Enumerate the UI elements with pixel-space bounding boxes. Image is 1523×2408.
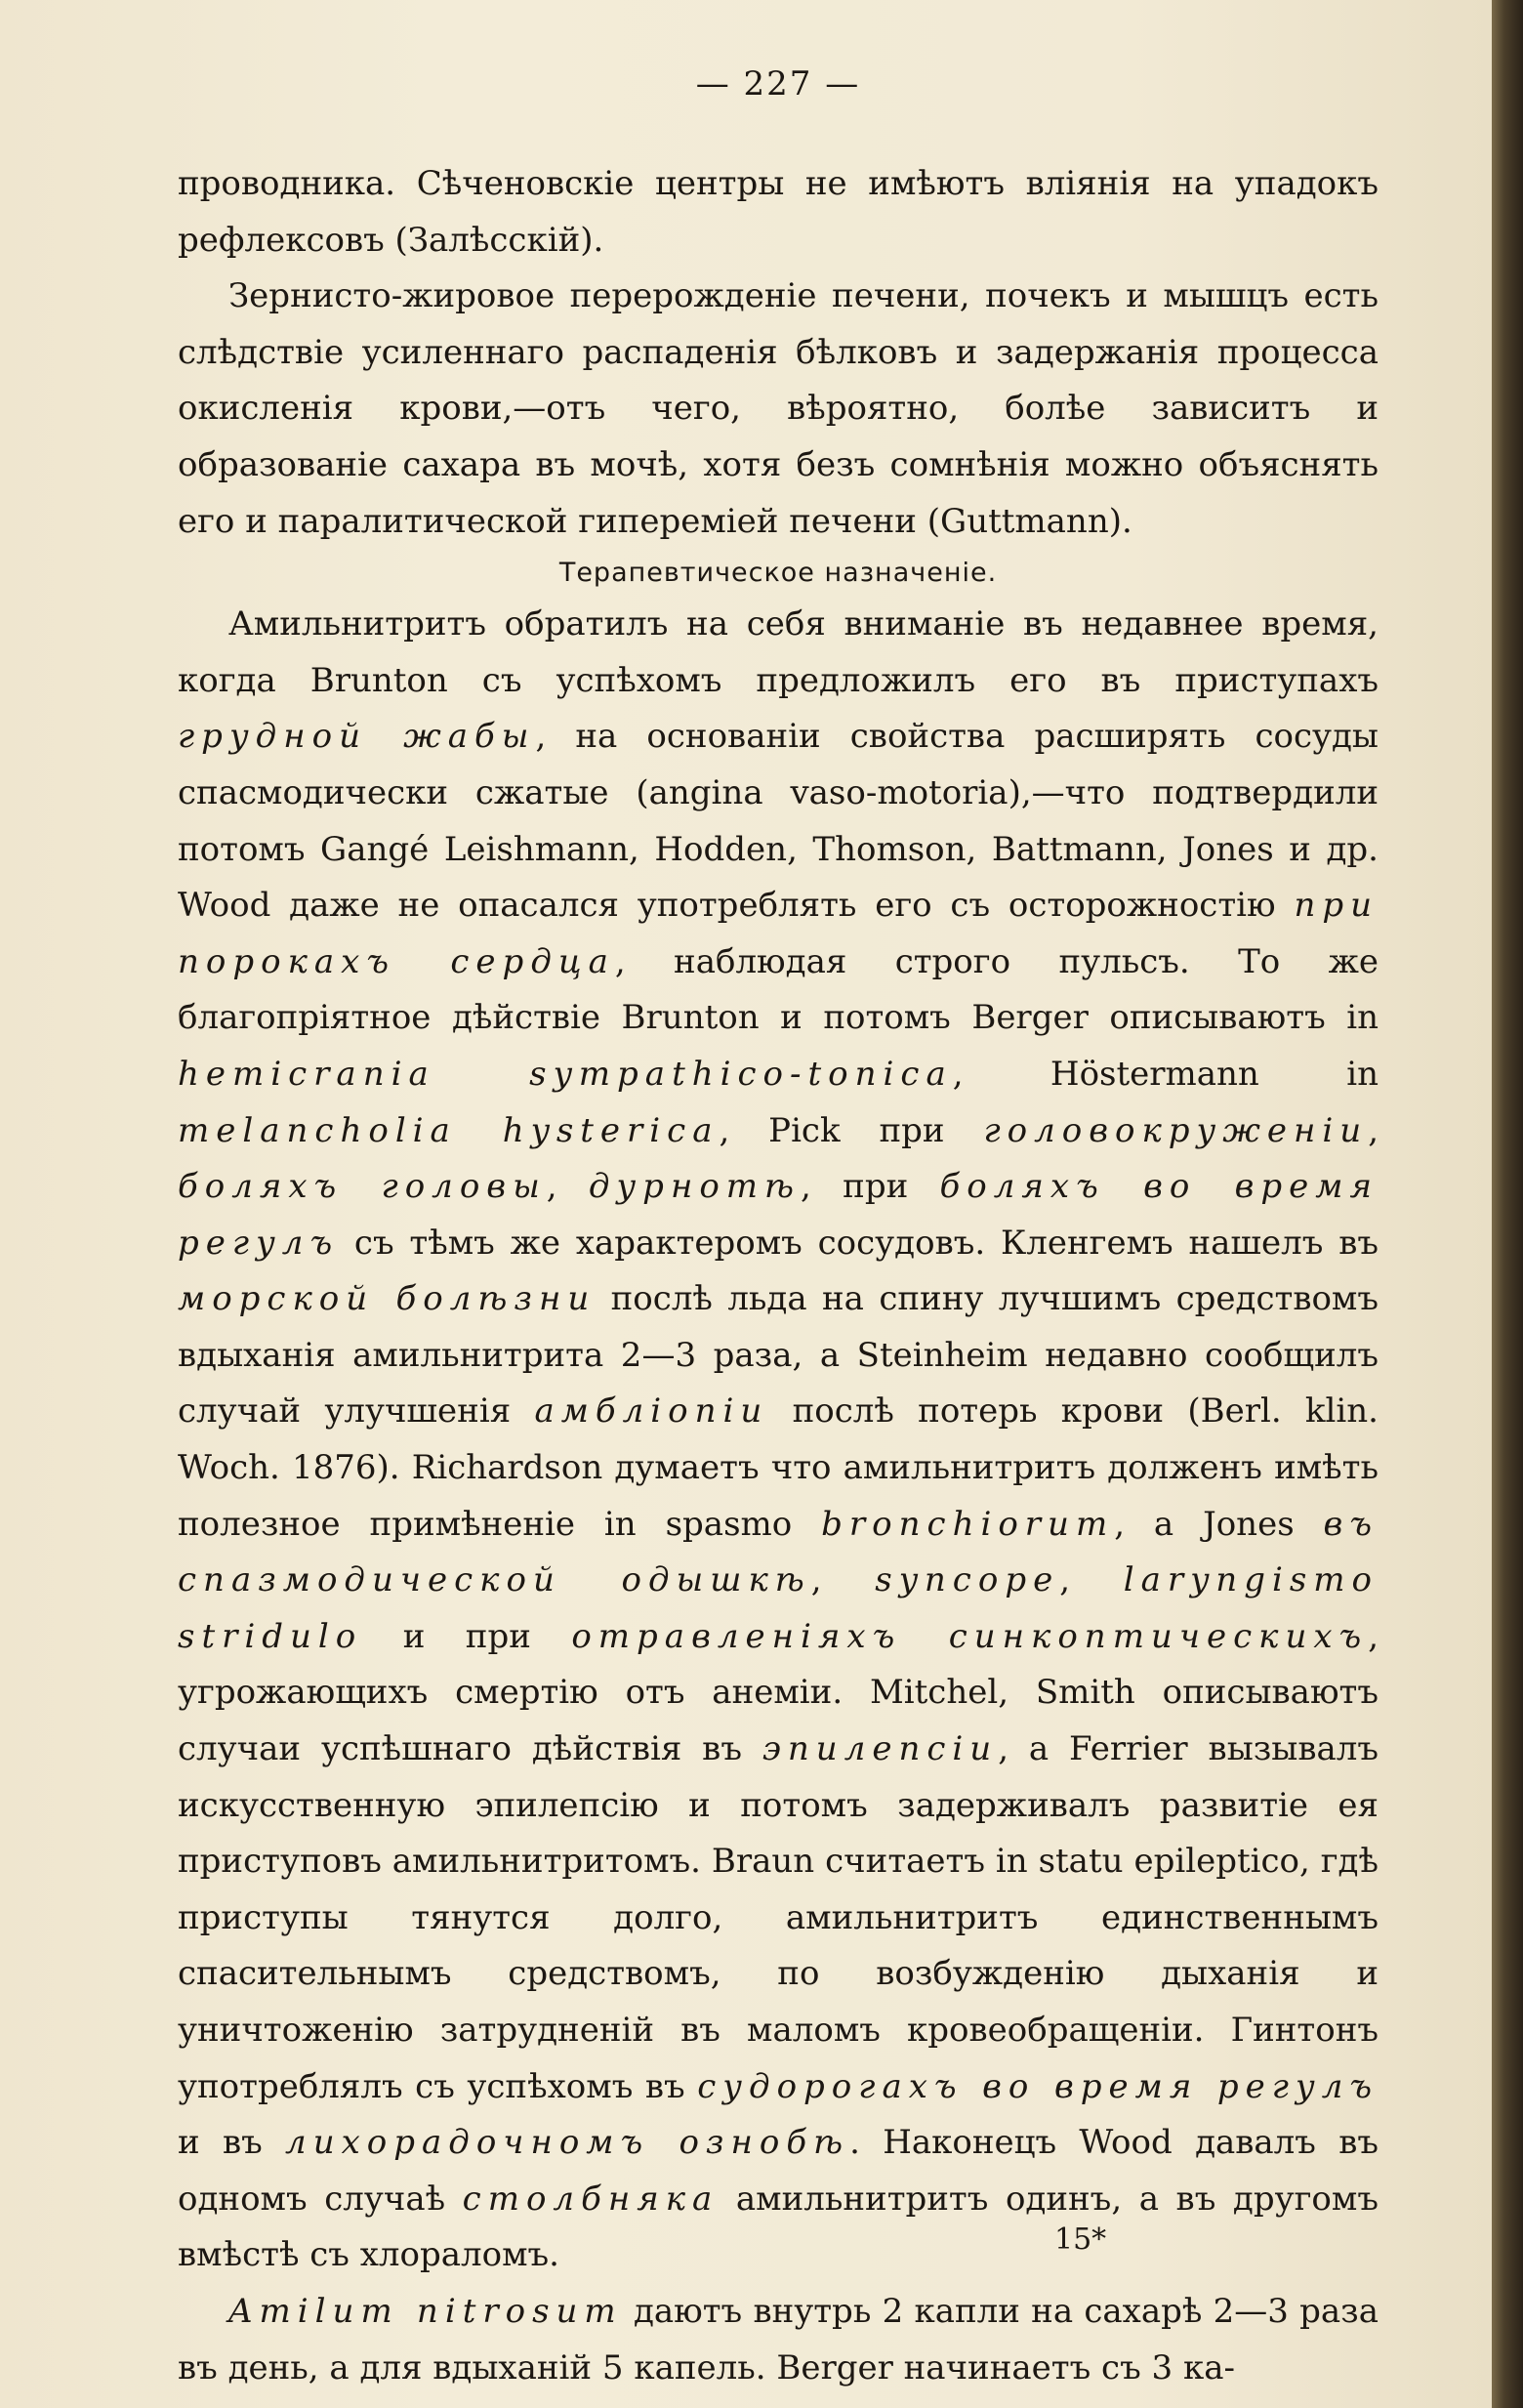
spaced-italic-text: судорогахъ во время регулъ [697, 2066, 1379, 2106]
text-run: . Наконецъ Wood давалъ въ одномъ случаѣ [178, 2123, 1379, 2219]
spaced-italic-text: боляхъ во время регулъ [178, 1167, 1379, 1263]
text-run: , на основаніи свойства расширять сосуды спасмодически сжатые (angina vaso-motoria),—что подтвердили потомъ Gangé Leishmann, Hodden, Thomson, Battmann, Jones и др. Wood даже не опасался употреблять его съ осторожностію [178, 717, 1379, 926]
paragraph-4 [178, 2284, 1379, 2396]
spaced-italic-text: лихорадочномъ ознобѣ [285, 2123, 850, 2163]
spaced-italic-text: въ спазмодической одышкѣ [178, 1504, 1379, 1600]
paragraph-3 [178, 597, 1379, 2284]
spaced-italic-text: hemicrania sympathico-tonica [178, 1054, 953, 1094]
paragraph-2: Зернисто-жировое перерожденіе печени, почекъ и мышцъ есть слѣдствіе усиленнаго распаденія бѣлковъ и задержанія процесса окисленія крови,—отъ чего, вѣроятно, болѣе зависитъ и образованіе сахара въ мочѣ, хотя безъ сомнѣнія можно объяснять его и паралитической гипереміей печени (Guttmann). [178, 276, 1379, 541]
text-run: послѣ потерь крови (Berl. klin. Woch. 1876). Richardson думаетъ что амильнитритъ долженъ имѣть полезное примѣненіе in spasmo [178, 1391, 1379, 1544]
text-run: , а Ferrier вызывалъ искусственную эпилепсію и потомъ задерживалъ развитіе ея приступовъ амильнитритомъ. Braun считаетъ in statu epileptico, гдѣ приступы тянутся долго, амильнитритъ единственнымъ спасительнымъ средствомъ, по возбужденію дыханія и уничтоженію затрудненій въ маломъ кровеобращеніи. Гинтонъ употреблялъ съ успѣхомъ въ [178, 1729, 1379, 2106]
text-run: амильнитритъ одинъ, а въ другомъ вмѣстѣ съ хлораломъ. [178, 2179, 1379, 2275]
text-run: , наблюдая строго пульсъ. То же благопріятное дѣйствіе Brunton и потомъ Berger описываютъ in [178, 941, 1379, 1038]
paragraph-1: проводника. Сѣченовскіе центры не имѣютъ вліянія на упадокъ рефлексовъ (Залѣсскій). [178, 164, 1379, 260]
spaced-italic-text: грудной жабы [178, 717, 536, 757]
page-number: — 227 — [695, 64, 861, 104]
spaced-italic-text: дурнотѣ [588, 1167, 802, 1207]
spaced-italic-text: bronchiorum [821, 1504, 1115, 1544]
text-run: , а Jones [1114, 1504, 1324, 1544]
text-run: Амильнитритъ обратилъ на себя вниманіе въ недавнее время, когда Brunton съ успѣхомъ предложилъ его въ приступахъ [178, 604, 1379, 700]
text-run: и въ [178, 2123, 286, 2163]
spaced-italic-text: амбліопіи [534, 1391, 769, 1432]
text-run: и при [362, 1616, 572, 1656]
body-text [178, 156, 1379, 2396]
text-run: , [1368, 1110, 1379, 1150]
text-run: , Höstermann in [952, 1054, 1379, 1094]
spaced-italic-text: syncope [875, 1560, 1060, 1600]
spaced-italic-text: при порокахъ сердца [178, 886, 1379, 981]
spaced-italic-text: melancholia hysterica [178, 1110, 720, 1150]
text-run: , угрожающихъ смертію отъ анеміи. Mitchel, Smith описываютъ случаи успѣшнаго дѣйствія въ [178, 1616, 1379, 1769]
text-run: , [546, 1167, 589, 1207]
spaced-italic-text: боляхъ головы [178, 1167, 547, 1207]
spaced-italic-text: отравленіяхъ синкоптическихъ [571, 1616, 1369, 1656]
spaced-italic-text: морской болѣзни [178, 1279, 597, 1319]
spaced-italic-text: эпилепсіи [762, 1729, 999, 1769]
section-heading: Терапевтическое назначеніе. [558, 558, 998, 589]
spaced-italic-text: Amilum nitrosum [228, 2291, 623, 2331]
text-run: , [1059, 1560, 1124, 1600]
text-run: , Pick при [719, 1110, 984, 1150]
spaced-italic-text: столбняка [462, 2179, 720, 2219]
spaced-italic-text: laryngismo stridulo [178, 1560, 1379, 1656]
text-run: послѣ льда на спину лучшимъ средствомъ вдыханія амильнитрита 2—3 раза, а Steinheim недавно сообщилъ случай улучшенія [178, 1279, 1379, 1432]
text-run: , [810, 1560, 876, 1600]
text-run: , при [801, 1167, 940, 1207]
spaced-italic-text: головокруженіи [983, 1110, 1369, 1150]
text-run: даютъ внутрь 2 капли на сахарѣ 2—3 раза въ день, а для вдыханій 5 капель. Berger начинаетъ съ 3 ка- [178, 2291, 1379, 2387]
text-run: съ тѣмъ же характеромъ сосудовъ. Кленгемъ нашелъ въ [339, 1223, 1379, 1263]
signature-mark: 15* [1054, 2222, 1107, 2257]
book-spine [1492, 0, 1523, 2408]
